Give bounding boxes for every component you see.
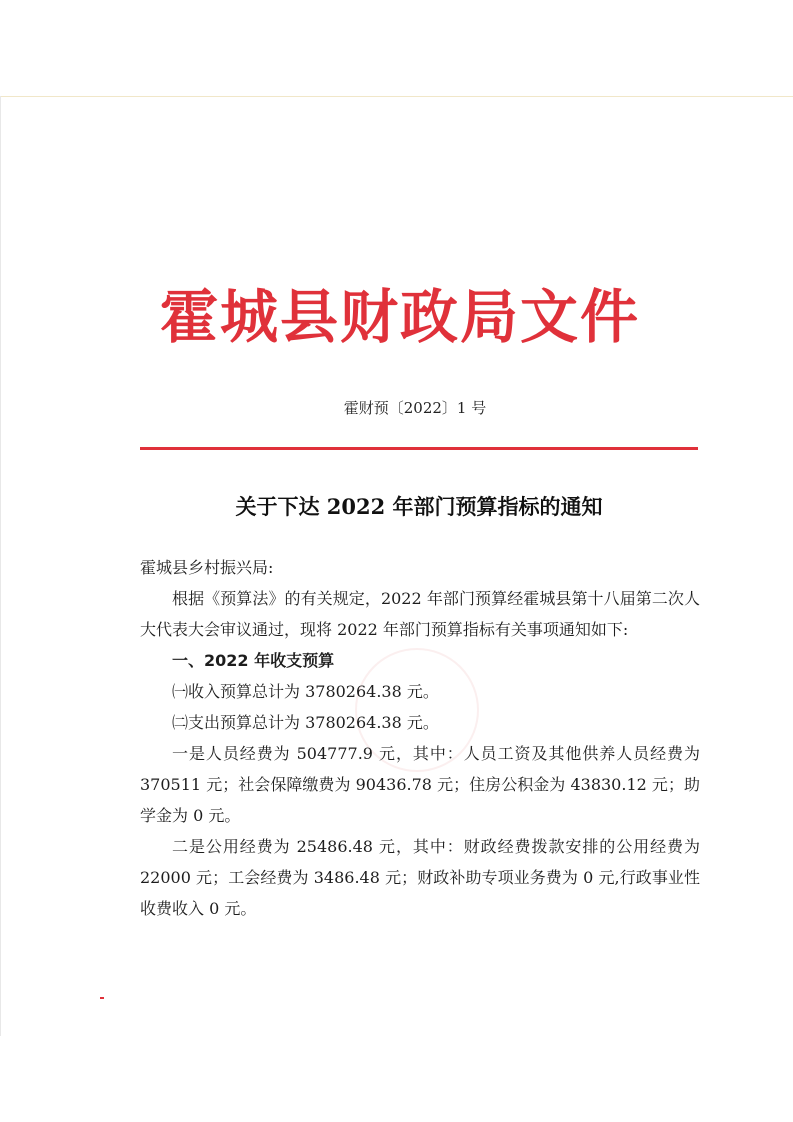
notice-body xyxy=(140,552,700,924)
page-edge xyxy=(0,96,793,97)
page-edge-left xyxy=(0,96,1,1036)
recipient-line: 霍城县乡村振兴局: xyxy=(140,558,274,577)
document-number: 霍财预〔2022〕1 号 xyxy=(343,399,487,417)
issuer-letterhead: 霍城县财政局文件 xyxy=(159,283,640,351)
expense-total-line: ㈡支出预算总计为 3780264.38 元。 xyxy=(172,713,439,732)
public-expense-paragraph: 二是公用经费为 25486.48 元，其中：财政经费拨款安排的公用经费为 22000 元；工会经费为 3486.48 元；财政补助专项业务费为 0 元,行政事业性收费收入 0 元。 xyxy=(140,837,700,918)
income-total-line: ㈠收入预算总计为 3780264.38 元。 xyxy=(172,682,439,701)
intro-paragraph: 根据《预算法》的有关规定，2022 年部门预算经霍城县第十八届第二次人大代表大会审议通过，现将 2022 年部门预算指标有关事项通知如下: xyxy=(140,589,700,639)
notice-title: 关于下达 2022 年部门预算指标的通知 xyxy=(235,494,603,519)
ink-speck xyxy=(100,997,104,999)
personnel-expense-paragraph: 一是人员经费为 504777.9 元，其中：人员工资及其他供养人员经费为 370511 元；社会保障缴费为 90436.78 元；住房公积金为 43830.12 元；助学金为 0 元。 xyxy=(140,744,700,825)
red-divider-line xyxy=(140,447,698,450)
section-heading: 一、2022 年收支预算 xyxy=(172,651,335,670)
